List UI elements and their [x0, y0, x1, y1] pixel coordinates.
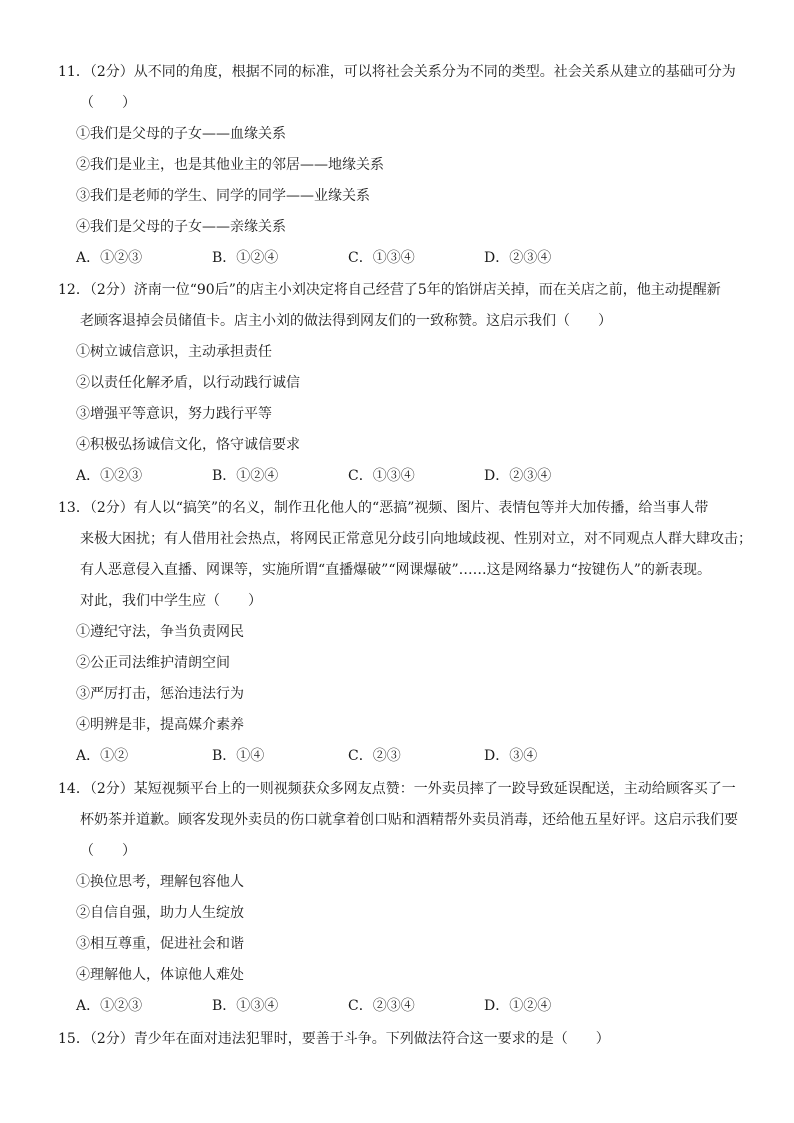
choice-a: A．①②③: [76, 998, 143, 1014]
answer-choices: [58, 461, 748, 492]
stem-line: 14．（2分）某短视频平台上的一则视频获众多网友点赞：一外卖员摔了一跤导致延误配送，主动给顾客买了一: [58, 781, 736, 797]
option-item: ②公正司法维护清朗空间: [76, 655, 230, 671]
option-item: ①树立诚信意识，主动承担责任: [76, 344, 272, 360]
stem-line: 对此，我们中学生应（ ）: [80, 593, 262, 609]
option-item: ④明辨是非，提高媒介素养: [76, 717, 244, 733]
choice-b: B．①②④: [212, 250, 279, 266]
option-item: ④我们是父母的子女——亲缘关系: [76, 219, 286, 235]
choice-d: D．①②④: [484, 998, 552, 1014]
choice-d: D．②③④: [484, 250, 552, 266]
question-15: [58, 1024, 748, 1055]
stem-line: （ ）: [80, 843, 136, 859]
question-stem: [58, 275, 748, 337]
option-item: ③我们是老师的学生、同学的同学——业缘关系: [76, 188, 370, 204]
option-item: ①换位思考，理解包容他人: [76, 874, 244, 890]
option-item: ③增强平等意识，努力践行平等: [76, 406, 272, 422]
stem-line: 来极大困扰；有人借用社会热点，将网民正常意见分歧引向地域歧视、性别对立，对不同观点人群大肆攻击；: [80, 531, 752, 547]
answer-choices: [58, 991, 748, 1022]
option-item: ④理解他人，体谅他人难处: [76, 967, 244, 983]
choice-c: C．①③④: [348, 468, 415, 484]
answer-choices: [58, 741, 748, 772]
question-stem: [58, 1024, 748, 1055]
stem-line: 老顾客退掉会员储值卡。店主小刘的做法得到网友们的一致称赞。这启示我们（ ）: [80, 313, 612, 329]
question-stem: [58, 493, 752, 617]
choice-a: A．①②③: [76, 250, 143, 266]
stem-line: 15．（2分）青少年在面对违法犯罪时，要善于斗争。下列做法符合这一要求的是（ ）: [58, 1031, 610, 1047]
choice-c: C．②③: [348, 748, 401, 764]
choice-b: B．①③④: [212, 998, 279, 1014]
answer-choices: [58, 243, 748, 274]
option-item: ②自信自强，助力人生绽放: [76, 905, 244, 921]
choice-d: D．③④: [484, 748, 538, 764]
question-stem: [58, 774, 748, 867]
option-item: ③相互尊重，促进社会和谐: [76, 936, 244, 952]
option-item: ②以责任化解矛盾，以行动践行诚信: [76, 375, 300, 391]
question-11: [58, 57, 748, 274]
choice-c: C．②③④: [348, 998, 415, 1014]
choice-a: A．①②③: [76, 468, 143, 484]
option-item: ①我们是父母的子女——血缘关系: [76, 126, 286, 142]
stem-line: 12．（2分）济南一位“90后”的店主小刘决定将自己经营了5年的馅饼店关掉，而在关店之前，他主动提醒新: [58, 282, 721, 298]
option-item: ④积极弘扬诚信文化，恪守诚信要求: [76, 437, 300, 453]
choice-b: B．①②④: [212, 468, 279, 484]
choice-a: A．①②: [76, 748, 129, 764]
stem-line: （ ）: [80, 95, 136, 111]
stem-line: 有人恶意侵入直播、网课等，实施所谓“直播爆破”“网课爆破”……这是网络暴力“按键伤人”的新表现。: [80, 562, 711, 578]
question-12: [58, 275, 748, 492]
stem-line: 杯奶茶并道歉。顾客发现外卖员的伤口就拿着创口贴和酒精帮外卖员消毒，还给他五星好评。这启示我们要: [80, 812, 738, 828]
choice-b: B．①④: [212, 748, 265, 764]
stem-line: 11．（2分）从不同的角度，根据不同的标准，可以将社会关系分为不同的类型。社会关系从建立的基础可分为: [58, 64, 736, 80]
question-stem: [58, 57, 748, 119]
option-item: ①遵纪守法，争当负责网民: [76, 624, 244, 640]
choice-d: D．②③④: [484, 468, 552, 484]
stem-line: 13．（2分）有人以“搞笑”的名义，制作丑化他人的“恶搞”视频、图片、表情包等并大加传播，给当事人带: [58, 500, 709, 516]
option-item: ③严厉打击，惩治违法行为: [76, 686, 244, 702]
option-item: ②我们是业主，也是其他业主的邻居——地缘关系: [76, 157, 384, 173]
choice-c: C．①③④: [348, 250, 415, 266]
question-13: [58, 493, 752, 772]
question-14: [58, 774, 748, 1022]
